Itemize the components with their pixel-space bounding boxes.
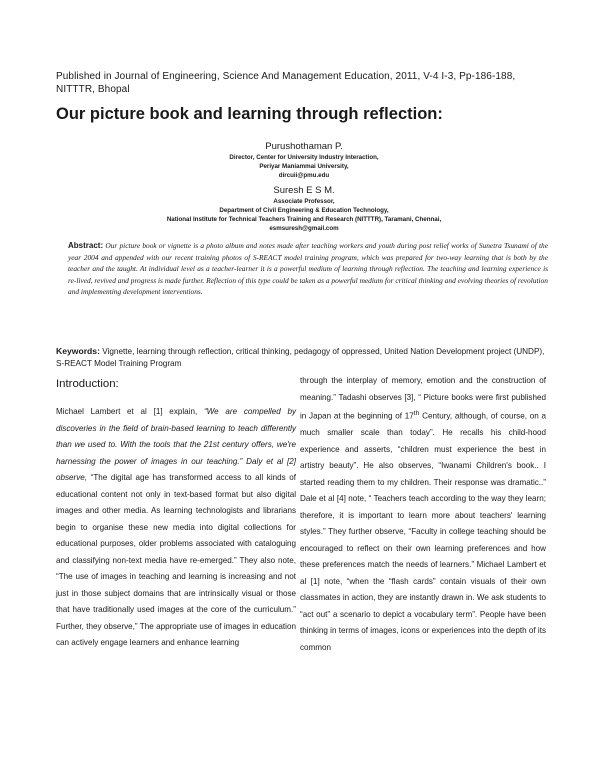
author-affiliation: Periyar Maniammai University, — [259, 163, 349, 170]
keywords-text: Vignette, learning through reflection, critical thinking, pedagogy of oppressed, United Nation Development project (UNDP), S-REACT Model Training Program — [56, 347, 545, 368]
intro-paragraph-right — [300, 373, 546, 656]
author-name: Purushothaman P. — [265, 141, 343, 152]
author-affiliation: National Institute for Technical Teachers Training and Research (NITTTR), Taramani, Chennai, — [166, 216, 442, 223]
keywords-label: Keywords: — [56, 346, 100, 356]
author-email: dircuii@pmu.edu — [278, 172, 330, 179]
author-affiliation: Director, Center for University Industry Interaction, — [229, 154, 379, 161]
author-affiliation: Associate Professor, — [273, 198, 335, 205]
author-name: Suresh E S M. — [273, 185, 335, 196]
intro-text: Century, although, of course, on a much smaller scale than today”. He recalls his child-hood experience and asserts, “children must experience the best in artistry beauty”. He also observes, “Iwanami Children's book.. I started reading them to my children. Their response was dramatic..” Dale et al [4] note, “ Teachers teach according to the way they learn; therefore, it is important to learn more about teachers' learning styles.” They further observe, “Faculty in college teaching should be encouraged to reflect on their own learning preferences and how these preferences match the needs of learners.” Michael Lambert et al [1] note, “when the “flash cards” contain visuals of their own classmates in action, they are instantly drawn in. We ask students to “act out” a scenario to depict a vocabulary term”. People have been thinking in terms of images, icons or experiences into the depth of its common — [300, 411, 546, 652]
publication-info: Published in Journal of Engineering, Science And Management Education, 2011, V-4 I-3, Pp-186-188, NITTTR, Bhopal — [56, 71, 516, 95]
intro-text: through the interplay of memory, emotion and the construction of meaning.” Tadashi observes [3], “ Picture books were first published in Japan at the beginning of 17 — [300, 376, 546, 421]
abstract-text: Our picture book or vignette is a photo album and notes made after teaching workers and youth during post relief works of Sunetra Tsunami of the year 2004 and appended with our recent training photos of S-REACT model training program, which was prepared for two-way learning that is both by the teacher and the taught. At individual level as a teacher-learner it is a powerful medium of learning through reflection. The teaching and learning experience is re-lived, revived and progress is made further. Reflection of this type could be taken as a powerful medium for critical thinking and evolving theories of revolution and implementing development interventions. — [68, 241, 548, 297]
right-column — [300, 373, 546, 656]
intro-text: “The digital age has transformed access to all kinds of educational content not only in text-based format but also digital images and other media. As learning technologists and librarians begin to organise these new media into digital collections for educational purposes, older problems associated with cataloguing and classifying non-text media have re-emerged.” They also note, “The use of images in teaching and learning is increasing and not just in those subject domains that are intrinsically visual or those that have traditionally used images at the core of the curriculum.” Further, they observe,” The appropriate use of images in education can actively engage learners and enhance learning — [56, 473, 296, 647]
section-heading: Introduction: — [56, 378, 119, 390]
superscript: th — [413, 410, 420, 417]
author-block-1 — [56, 141, 552, 180]
abstract — [68, 240, 548, 298]
abstract-label: Abstract: — [68, 241, 104, 250]
keywords — [56, 346, 552, 369]
intro-paragraph-left — [56, 404, 296, 652]
intro-text: Michael Lambert et al [1] explain, — [56, 407, 204, 416]
paper-title: Our picture book and learning through reflection: — [56, 105, 443, 123]
intro-quote: “We are compelled by discoveries in the field of brain-based learning to teach differently than we used to. With the tools that the 21st century offers, we're harnessing the power of images in our teaching.” — [56, 407, 296, 466]
intro-citation: Daly et al [2] observe, — [56, 456, 296, 482]
author-affiliation: Department of Civil Engineering & Education Technology, — [219, 207, 389, 214]
author-block-2 — [56, 185, 552, 233]
left-column — [56, 371, 296, 652]
author-email: esmsuresh@gmail.com — [269, 225, 339, 232]
